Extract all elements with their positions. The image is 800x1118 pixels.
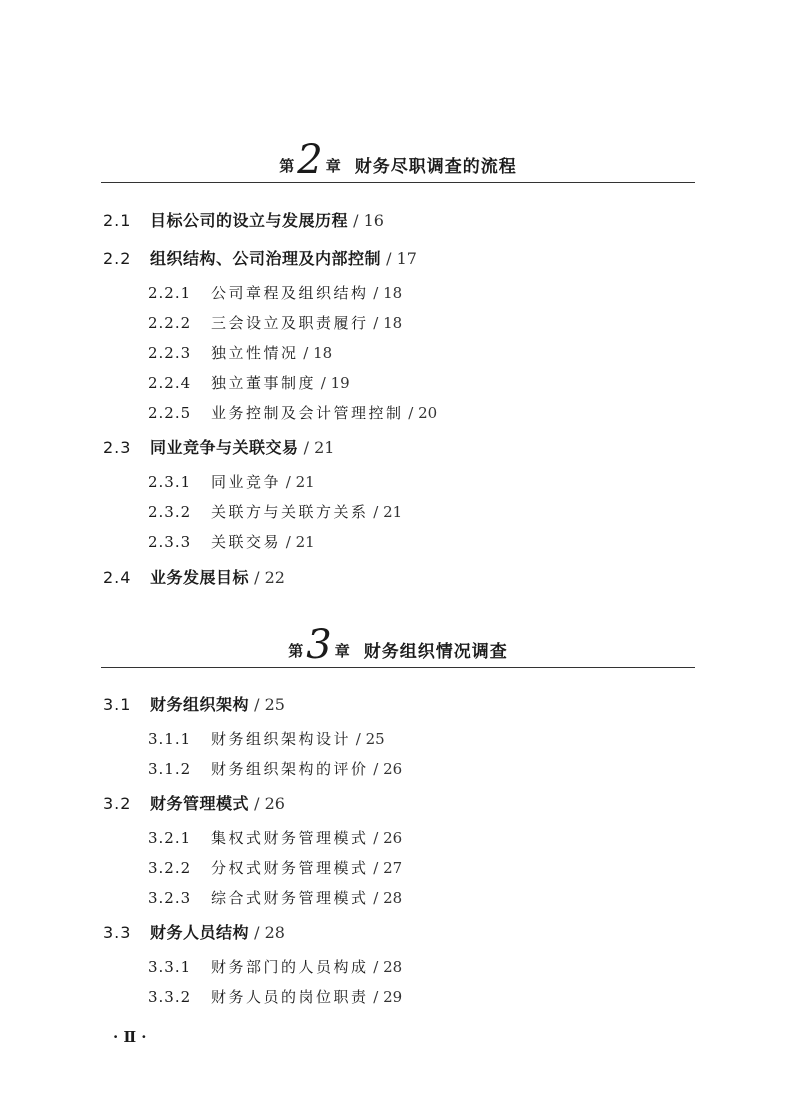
chapter-title: 财务尽职调查的流程 bbox=[354, 157, 517, 177]
subsection-title: 集权式财务管理模式 bbox=[211, 829, 369, 847]
section-page: / 26 bbox=[249, 794, 285, 813]
section-number: 3.3 bbox=[103, 923, 132, 942]
subsection-page: / 27 bbox=[368, 859, 403, 877]
section-number: 2.2 bbox=[103, 249, 132, 268]
subsection-number: 2.2.4 bbox=[148, 374, 192, 392]
section-number: 3.2 bbox=[103, 794, 132, 813]
subsection-title: 分权式财务管理模式 bbox=[211, 859, 369, 877]
subsection-page: / 26 bbox=[368, 829, 403, 847]
chapter-suffix: 章 bbox=[325, 157, 341, 175]
subsection-page: / 21 bbox=[281, 473, 315, 491]
subsection-page: / 29 bbox=[368, 988, 403, 1006]
section-title: 目标公司的设立与发展历程 bbox=[150, 211, 349, 230]
subsection-number: 3.1.2 bbox=[148, 760, 192, 778]
section-number: 2.3 bbox=[103, 438, 132, 457]
chapter-number: 3 bbox=[306, 622, 332, 668]
subsection-title: 独立性情况 bbox=[211, 344, 299, 362]
toc-subsection[interactable] bbox=[148, 758, 402, 779]
subsection-number: 3.2.1 bbox=[148, 829, 192, 847]
subsection-number: 2.2.1 bbox=[148, 284, 192, 302]
subsection-page: / 21 bbox=[368, 503, 403, 521]
subsection-title: 三会设立及职责履行 bbox=[211, 314, 369, 332]
toc-subsection[interactable] bbox=[148, 531, 315, 552]
section-page: / 21 bbox=[298, 438, 335, 457]
subsection-number: 3.3.1 bbox=[148, 958, 192, 976]
subsection-title: 财务组织架构设计 bbox=[211, 730, 352, 748]
toc-subsection[interactable] bbox=[148, 857, 402, 878]
subsection-number: 2.3.1 bbox=[148, 473, 192, 491]
subsection-number: 2.2.2 bbox=[148, 314, 192, 332]
subsection-page: / 19 bbox=[316, 374, 350, 392]
subsection-number: 2.2.3 bbox=[148, 344, 192, 362]
subsection-page: / 28 bbox=[368, 889, 403, 907]
toc-subsection[interactable] bbox=[148, 312, 402, 333]
section-page: / 16 bbox=[348, 211, 384, 230]
subsection-number: 3.2.2 bbox=[148, 859, 192, 877]
subsection-number: 2.3.2 bbox=[148, 503, 192, 521]
toc-section[interactable] bbox=[103, 208, 384, 231]
subsection-page: / 21 bbox=[281, 533, 315, 551]
section-title: 同业竞争与关联交易 bbox=[150, 438, 299, 457]
chapter-suffix: 章 bbox=[334, 642, 350, 660]
section-title: 组织结构、公司治理及内部控制 bbox=[150, 249, 382, 268]
chapter-prefix: 第 bbox=[288, 642, 304, 660]
subsection-title: 同业竞争 bbox=[211, 473, 282, 491]
subsection-page: / 28 bbox=[368, 958, 403, 976]
chapter-prefix: 第 bbox=[279, 157, 295, 175]
subsection-title: 综合式财务管理模式 bbox=[211, 889, 369, 907]
subsection-page: / 20 bbox=[403, 404, 438, 422]
subsection-number: 3.2.3 bbox=[148, 889, 192, 907]
subsection-title: 财务部门的人员构成 bbox=[211, 958, 369, 976]
section-page: / 28 bbox=[249, 923, 285, 942]
subsection-title: 独立董事制度 bbox=[211, 374, 317, 392]
subsection-page: / 25 bbox=[351, 730, 385, 748]
section-page: / 25 bbox=[249, 695, 285, 714]
toc-subsection[interactable] bbox=[148, 501, 402, 522]
subsection-title: 财务人员的岗位职责 bbox=[211, 988, 369, 1006]
chapter-2-heading bbox=[101, 137, 695, 183]
toc-subsection[interactable] bbox=[148, 728, 385, 749]
toc-subsection[interactable] bbox=[148, 372, 350, 393]
subsection-number: 3.1.1 bbox=[148, 730, 192, 748]
section-title: 业务发展目标 bbox=[150, 568, 250, 587]
section-number: 3.1 bbox=[103, 695, 132, 714]
subsection-page: / 26 bbox=[368, 760, 403, 778]
subsection-title: 财务组织架构的评价 bbox=[211, 760, 369, 778]
section-number: 2.4 bbox=[103, 568, 132, 587]
section-title: 财务组织架构 bbox=[150, 695, 250, 714]
subsection-number: 3.3.2 bbox=[148, 988, 192, 1006]
toc-section[interactable] bbox=[103, 565, 285, 588]
subsection-page: / 18 bbox=[368, 314, 403, 332]
subsection-page: / 18 bbox=[298, 344, 333, 362]
subsection-number: 2.3.3 bbox=[148, 533, 192, 551]
subsection-title: 公司章程及组织结构 bbox=[211, 284, 369, 302]
toc-subsection[interactable] bbox=[148, 402, 437, 423]
subsection-title: 业务控制及会计管理控制 bbox=[211, 404, 404, 422]
chapter-title: 财务组织情况调查 bbox=[363, 642, 508, 662]
toc-subsection[interactable] bbox=[148, 282, 402, 303]
chapter-3-heading bbox=[101, 622, 695, 668]
toc-subsection[interactable] bbox=[148, 827, 402, 848]
toc-subsection[interactable] bbox=[148, 986, 402, 1007]
toc-subsection[interactable] bbox=[148, 471, 315, 492]
toc-section[interactable] bbox=[103, 246, 417, 269]
subsection-number: 2.2.5 bbox=[148, 404, 192, 422]
toc-section[interactable] bbox=[103, 692, 285, 715]
toc-section[interactable] bbox=[103, 920, 285, 943]
subsection-title: 关联方与关联方关系 bbox=[211, 503, 369, 521]
toc-subsection[interactable] bbox=[148, 887, 402, 908]
toc-subsection[interactable] bbox=[148, 342, 332, 363]
chapter-number: 2 bbox=[297, 137, 323, 183]
section-title: 财务人员结构 bbox=[150, 923, 250, 942]
toc-subsection[interactable] bbox=[148, 956, 402, 977]
section-page: / 17 bbox=[381, 249, 417, 268]
section-title: 财务管理模式 bbox=[150, 794, 250, 813]
subsection-page: / 18 bbox=[368, 284, 403, 302]
toc-section[interactable] bbox=[103, 435, 334, 458]
toc-section[interactable] bbox=[103, 791, 285, 814]
section-page: / 22 bbox=[249, 568, 285, 587]
page-folio: · Ⅱ · bbox=[113, 1028, 147, 1046]
section-number: 2.1 bbox=[103, 211, 132, 230]
subsection-title: 关联交易 bbox=[211, 533, 282, 551]
